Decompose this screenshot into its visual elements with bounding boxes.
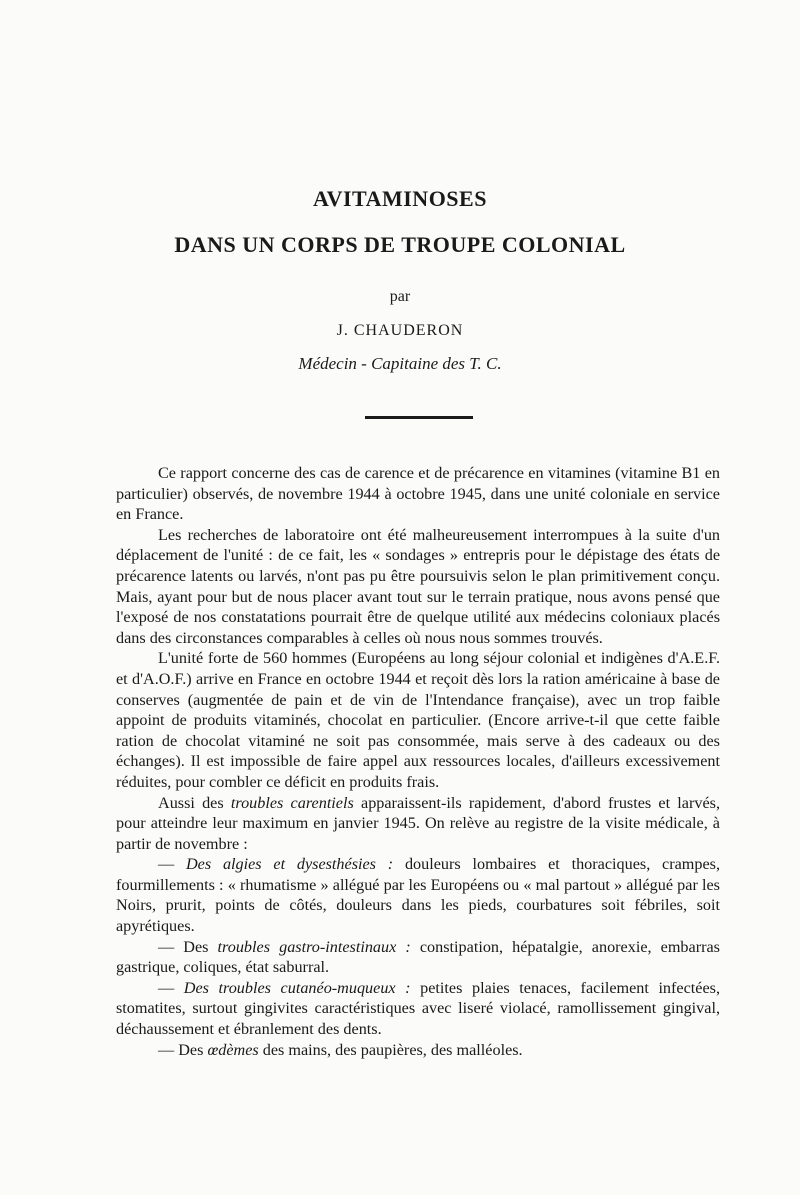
paragraph-5-dash: —	[158, 855, 186, 874]
paragraph-7-emphasis: Des troubles cutanéo-muqueux :	[183, 978, 411, 997]
paragraph-7-rest: petites plaies tenaces, facilement infectées, stomatites, surtout gingivites caractéristiques avec liseré violacé, ramollissement gingival, déchaussement et ébranlement des dents.	[116, 978, 721, 1039]
paragraph-6-rest: constipation, hépatalgie, anorexie, embarras gastrique, coliques, état saburral.	[116, 937, 720, 977]
author-name: J. CHAUDERON	[336, 322, 464, 339]
paragraph-6-dash: — Des	[158, 937, 218, 956]
author-affiliation: Médecin - Capitaine des T. C.	[298, 354, 502, 373]
paragraph-2: Les recherches de laboratoire ont été malheureusement interrompues à la suite d'un déplacement de l'unité : de ce fait, les « sondages » entrepris pour le dépistage des états de précarence latents ou larvés, n'ont pas pu être poursuivis selon le plan primitivement conçu. Mais, ayant pour but de nous placer avant tout sur le terrain pratique, nous avons pensé que l'exposé de nos constatations pourrait être de quelque utilité aux médecins coloniaux placés dans des circonstances comparables à celles où nous nous sommes trouvés.	[116, 525, 720, 647]
paragraph-4-rest: apparaissent-ils rapidement, d'abord frustes et larvés, pour atteindre leur maximum en janvier 1945. On relève au registre de la visite médicale, à partir de novembre :	[116, 793, 720, 853]
section-divider	[365, 416, 473, 419]
paragraph-8-emphasis: œdèmes	[207, 1040, 259, 1059]
paragraph-3: L'unité forte de 560 hommes (Européens au long séjour colonial et indigènes d'A.E.F. et d'A.O.F.) arrive en France en octobre 1944 et reçoit dès lors la ration américaine à base de conserves (augmentée de pain et de vin de l'Intendance française), avec un trop faible appoint de produits vitaminés, chocolat en particulier. (Encore arrive-t-il que cette faible ration de chocolat vitaminé ne soit pas consommée, mais serve à des cadeaux ou des échanges). Il est impossible de faire appel aux ressources locales, d'ailleurs excessivement réduites, pour combler ce déficit en produits frais.	[116, 649, 720, 791]
paragraph-5-emphasis: Des algies et dysesthésies :	[185, 855, 394, 874]
paragraph-1: Ce rapport concerne des cas de carence et de précarence en vitamines (vitamine B1 en particulier) observés, de novembre 1944 à octobre 1945, dans une unité coloniale en service en France.	[116, 464, 720, 524]
paragraph-8	[116, 1040, 720, 1061]
paragraph-8-dash: — Des	[158, 1040, 208, 1059]
paragraph-4	[116, 793, 720, 855]
article-title-line-2: DANS UN CORPS DE TROUPE COLONIAL	[174, 232, 626, 257]
paragraph-4-emphasis: troubles carentiels	[230, 793, 354, 812]
paragraph-7-dash: —	[158, 978, 184, 997]
paragraph-5-rest: douleurs lombaires et thoraciques, crampes, fourmillements : « rhumatisme » allégué par les Européens ou « mal partout » allégué par les Noirs, prurit, points de côtés, douleurs dans les pieds, courbatures soit fébriles, soit apyrétiques.	[116, 855, 721, 936]
paragraph-6	[116, 937, 720, 978]
paragraph-4-start: Aussi des	[158, 793, 231, 812]
paragraph-7	[116, 978, 720, 1040]
paragraph-8-rest: des mains, des paupières, des malléoles.	[258, 1040, 523, 1059]
byline-par: par	[389, 288, 411, 305]
article-title-line-1: AVITAMINOSES	[313, 186, 487, 211]
paragraph-5	[116, 854, 720, 936]
article-body	[116, 463, 720, 1060]
paragraph-6-emphasis: troubles gastro-intestinaux :	[217, 937, 411, 956]
